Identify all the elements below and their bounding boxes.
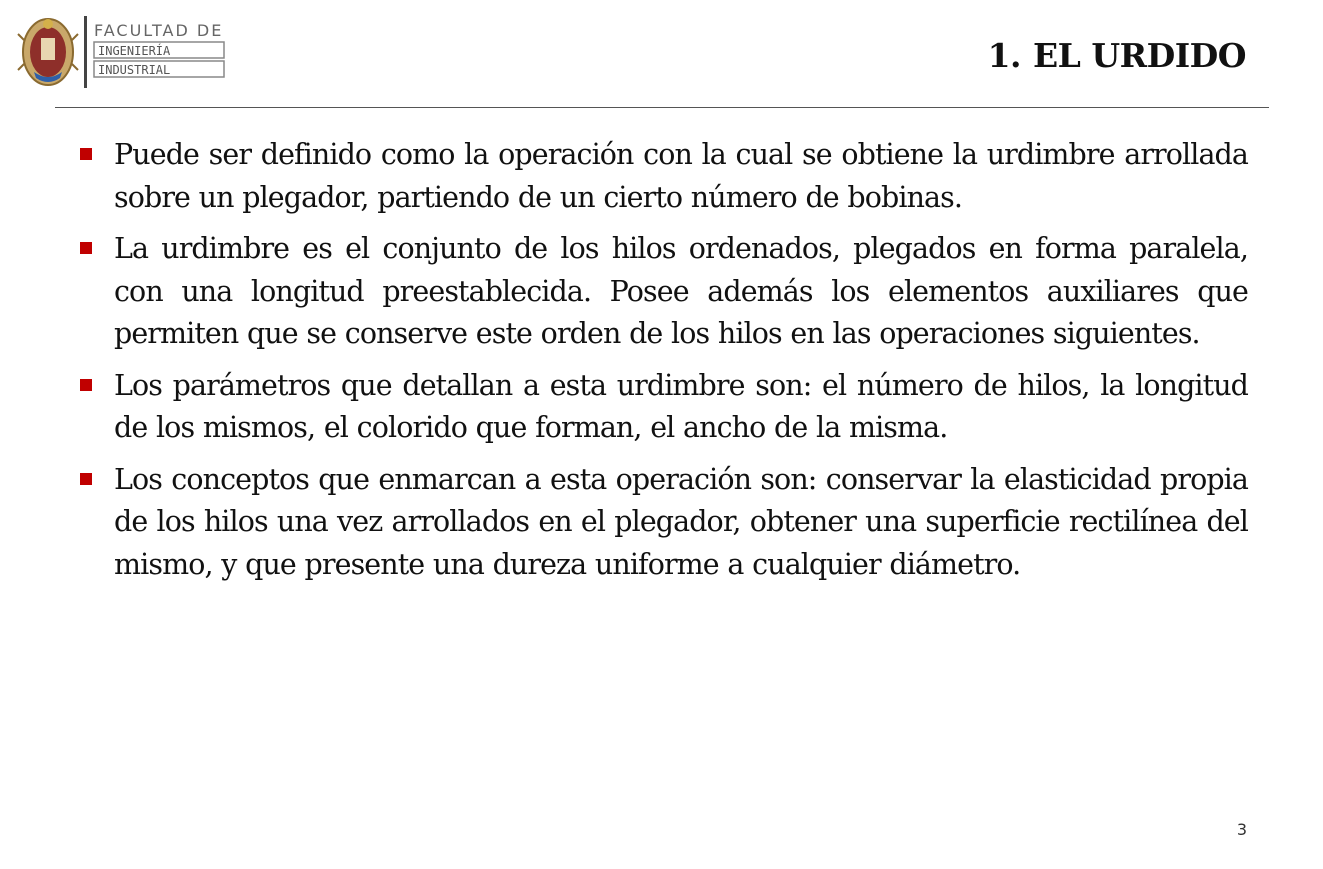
slide-header — [0, 0, 1323, 110]
bullet-item — [78, 459, 1248, 587]
square-bullet-icon — [80, 473, 92, 485]
university-crest-icon — [18, 19, 78, 85]
square-bullet-icon — [80, 379, 92, 391]
bullet-text: Los conceptos que enmarcan a esta operación son: conservar la elasticidad propia de los hilos una vez arrollados en el plegador, obtener una superficie rectilínea del mismo, y que presente una dureza uniforme a cualquier diámetro. — [114, 462, 1248, 581]
slide-title — [988, 36, 1246, 75]
logo-divider — [84, 16, 87, 88]
bullet-item — [78, 134, 1248, 219]
logo-text-industrial: INDUSTRIAL — [98, 63, 171, 77]
bullet-text: Puede ser definido como la operación con la cual se obtiene la urdimbre arrollada sobre un plegador, partiendo de un cierto número de bobinas. — [114, 138, 1248, 214]
logo-text-faculty: FACULTAD DE — [94, 21, 224, 40]
square-bullet-icon — [80, 148, 92, 160]
bullet-item — [78, 228, 1248, 356]
bullet-list — [78, 134, 1248, 595]
bullet-text: Los parámetros que detallan a esta urdimbre son: el número de hilos, la longitud de los mismos, el colorido que forman, el ancho de la misma. — [114, 368, 1248, 444]
header-divider — [55, 107, 1269, 108]
bullet-text: La urdimbre es el conjunto de los hilos ordenados, plegados en forma paralela, con una longitud preestablecida. Posee además los elementos auxiliares que permiten que se conserve este orden de los hilos en las operaciones siguientes. — [114, 232, 1248, 350]
page-number: 3 — [1236, 820, 1247, 839]
logo-text-engineering: INGENIERÍA — [98, 44, 171, 58]
title-text: EL URDIDO — [1033, 36, 1246, 75]
square-bullet-icon — [80, 242, 92, 254]
bullet-item — [78, 365, 1248, 450]
faculty-logo — [14, 10, 234, 92]
title-number: 1. — [987, 36, 1022, 75]
